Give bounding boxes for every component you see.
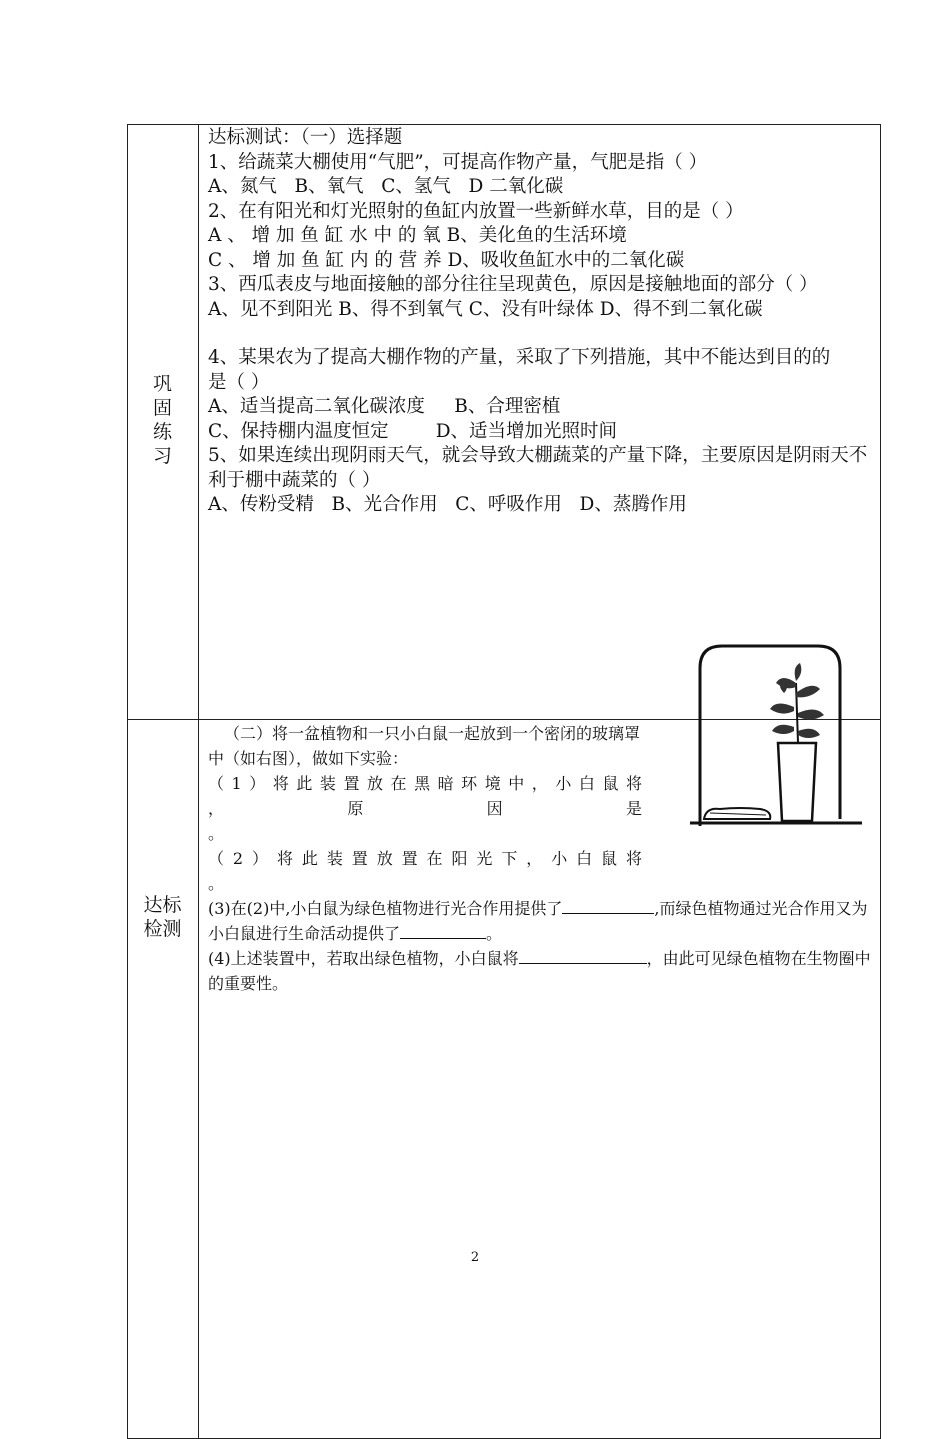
section-heading: 达标测试：（一）选择题 — [208, 127, 403, 148]
bell-jar-plant-mouse-figure — [690, 643, 862, 826]
part-1-reason-c: 是 — [625, 799, 642, 818]
part-1-line-1: （1）将此装置放在黑暗环境中，小白鼠将 — [208, 774, 642, 793]
label-char: 巩 — [152, 373, 172, 395]
label-char: 固 — [152, 397, 172, 419]
question-4-options-cd: C、保持棚内温度恒定 D、适当增加光照时间 — [208, 420, 618, 442]
part-3 — [208, 896, 876, 946]
part-1-reason-b: 因 — [486, 799, 503, 818]
question-5: 5、如果连续出现阴雨天气，就会导致大棚蔬菜的产量下降，主要原因是阴雨天不利于棚中蔬菜的（ ） — [208, 445, 868, 491]
part-3-text-a: (3)在(2)中,小白鼠为绿色植物进行光合作用提供了 — [208, 899, 563, 918]
part-3-text-b: ,而绿色植物通过光合作用又为小白鼠进行生命活动提供了 — [208, 899, 868, 943]
question-2: 2、在有阳光和灯光照射的鱼缸内放置一些新鲜水草，目的是（ ） — [208, 200, 744, 222]
label-char: 练 — [152, 421, 172, 443]
experiment-questions-section — [208, 896, 876, 996]
question-4: 4、某果农为了提高大棚作物的产量，采取了下列措施，其中不能达到目的的是（ ） — [208, 347, 831, 393]
part-4-blank[interactable] — [519, 947, 647, 964]
part-4-text-b: ，由此可见绿色植物在生物圈中的重要性。 — [208, 949, 871, 993]
page-number: 2 — [470, 1250, 480, 1265]
part-1-line-3: 。 — [208, 824, 225, 843]
part-4 — [208, 946, 876, 996]
question-4-options-ab: A、适当提高二氧化碳浓度 B、合理密植 — [208, 396, 561, 417]
part-4-text-a: (4)上述装置中，若取出绿色植物，小白鼠将 — [208, 949, 519, 968]
part-3-text-c: 。 — [486, 924, 503, 943]
column-divider — [198, 124, 199, 1439]
part-2-line-1: （2）将此装置放置在阳光下，小白鼠将 — [208, 849, 642, 868]
experiment-intro-section — [208, 721, 642, 896]
part-1-reason-a: 原 — [347, 799, 364, 818]
part-1-comma: ， — [208, 799, 225, 818]
part-1-line-2 — [208, 796, 642, 821]
label-char: 习 — [152, 445, 172, 467]
question-3: 3、西瓜表皮与地面接触的部分往往呈现黄色，原因是接触地面的部分（ ） — [208, 274, 818, 295]
part-3-blank-1[interactable] — [562, 897, 654, 914]
label-line: 检测 — [143, 918, 182, 940]
label-line: 达标 — [143, 894, 182, 916]
question-3-options: A、见不到阳光 B、得不到氧气 C、没有叶绿体 D、得不到二氧化碳 — [208, 298, 763, 320]
multiple-choice-section — [208, 126, 876, 518]
part-2-line-2: 。 — [208, 874, 225, 893]
question-2-options-ab: A 、 增 加 鱼 缸 水 中 的 氧 B、美化鱼的生活环境 — [208, 225, 627, 246]
part-3-blank-2[interactable] — [400, 922, 486, 939]
question-1: 1、给蔬菜大棚使用“气肥”，可提高作物产量，气肥是指（ ） — [208, 151, 708, 173]
question-5-options: A、传粉受精 B、光合作用 C、呼吸作用 D、蒸腾作用 — [208, 494, 687, 515]
question-1-options: A、氮气 B、氧气 C、氢气 D 二氧化碳 — [208, 176, 564, 197]
row-label-consolidation — [127, 372, 198, 468]
row-label-assessment — [127, 893, 198, 941]
question-2-options-cd: C 、 增 加 鱼 缸 内 的 营 养 D、吸收鱼缸水中的二氧化碳 — [208, 249, 685, 271]
experiment-intro: （二）将一盆植物和一只小白鼠一起放到一个密闭的玻璃罩中（如右图），做如下实验： — [208, 724, 641, 768]
